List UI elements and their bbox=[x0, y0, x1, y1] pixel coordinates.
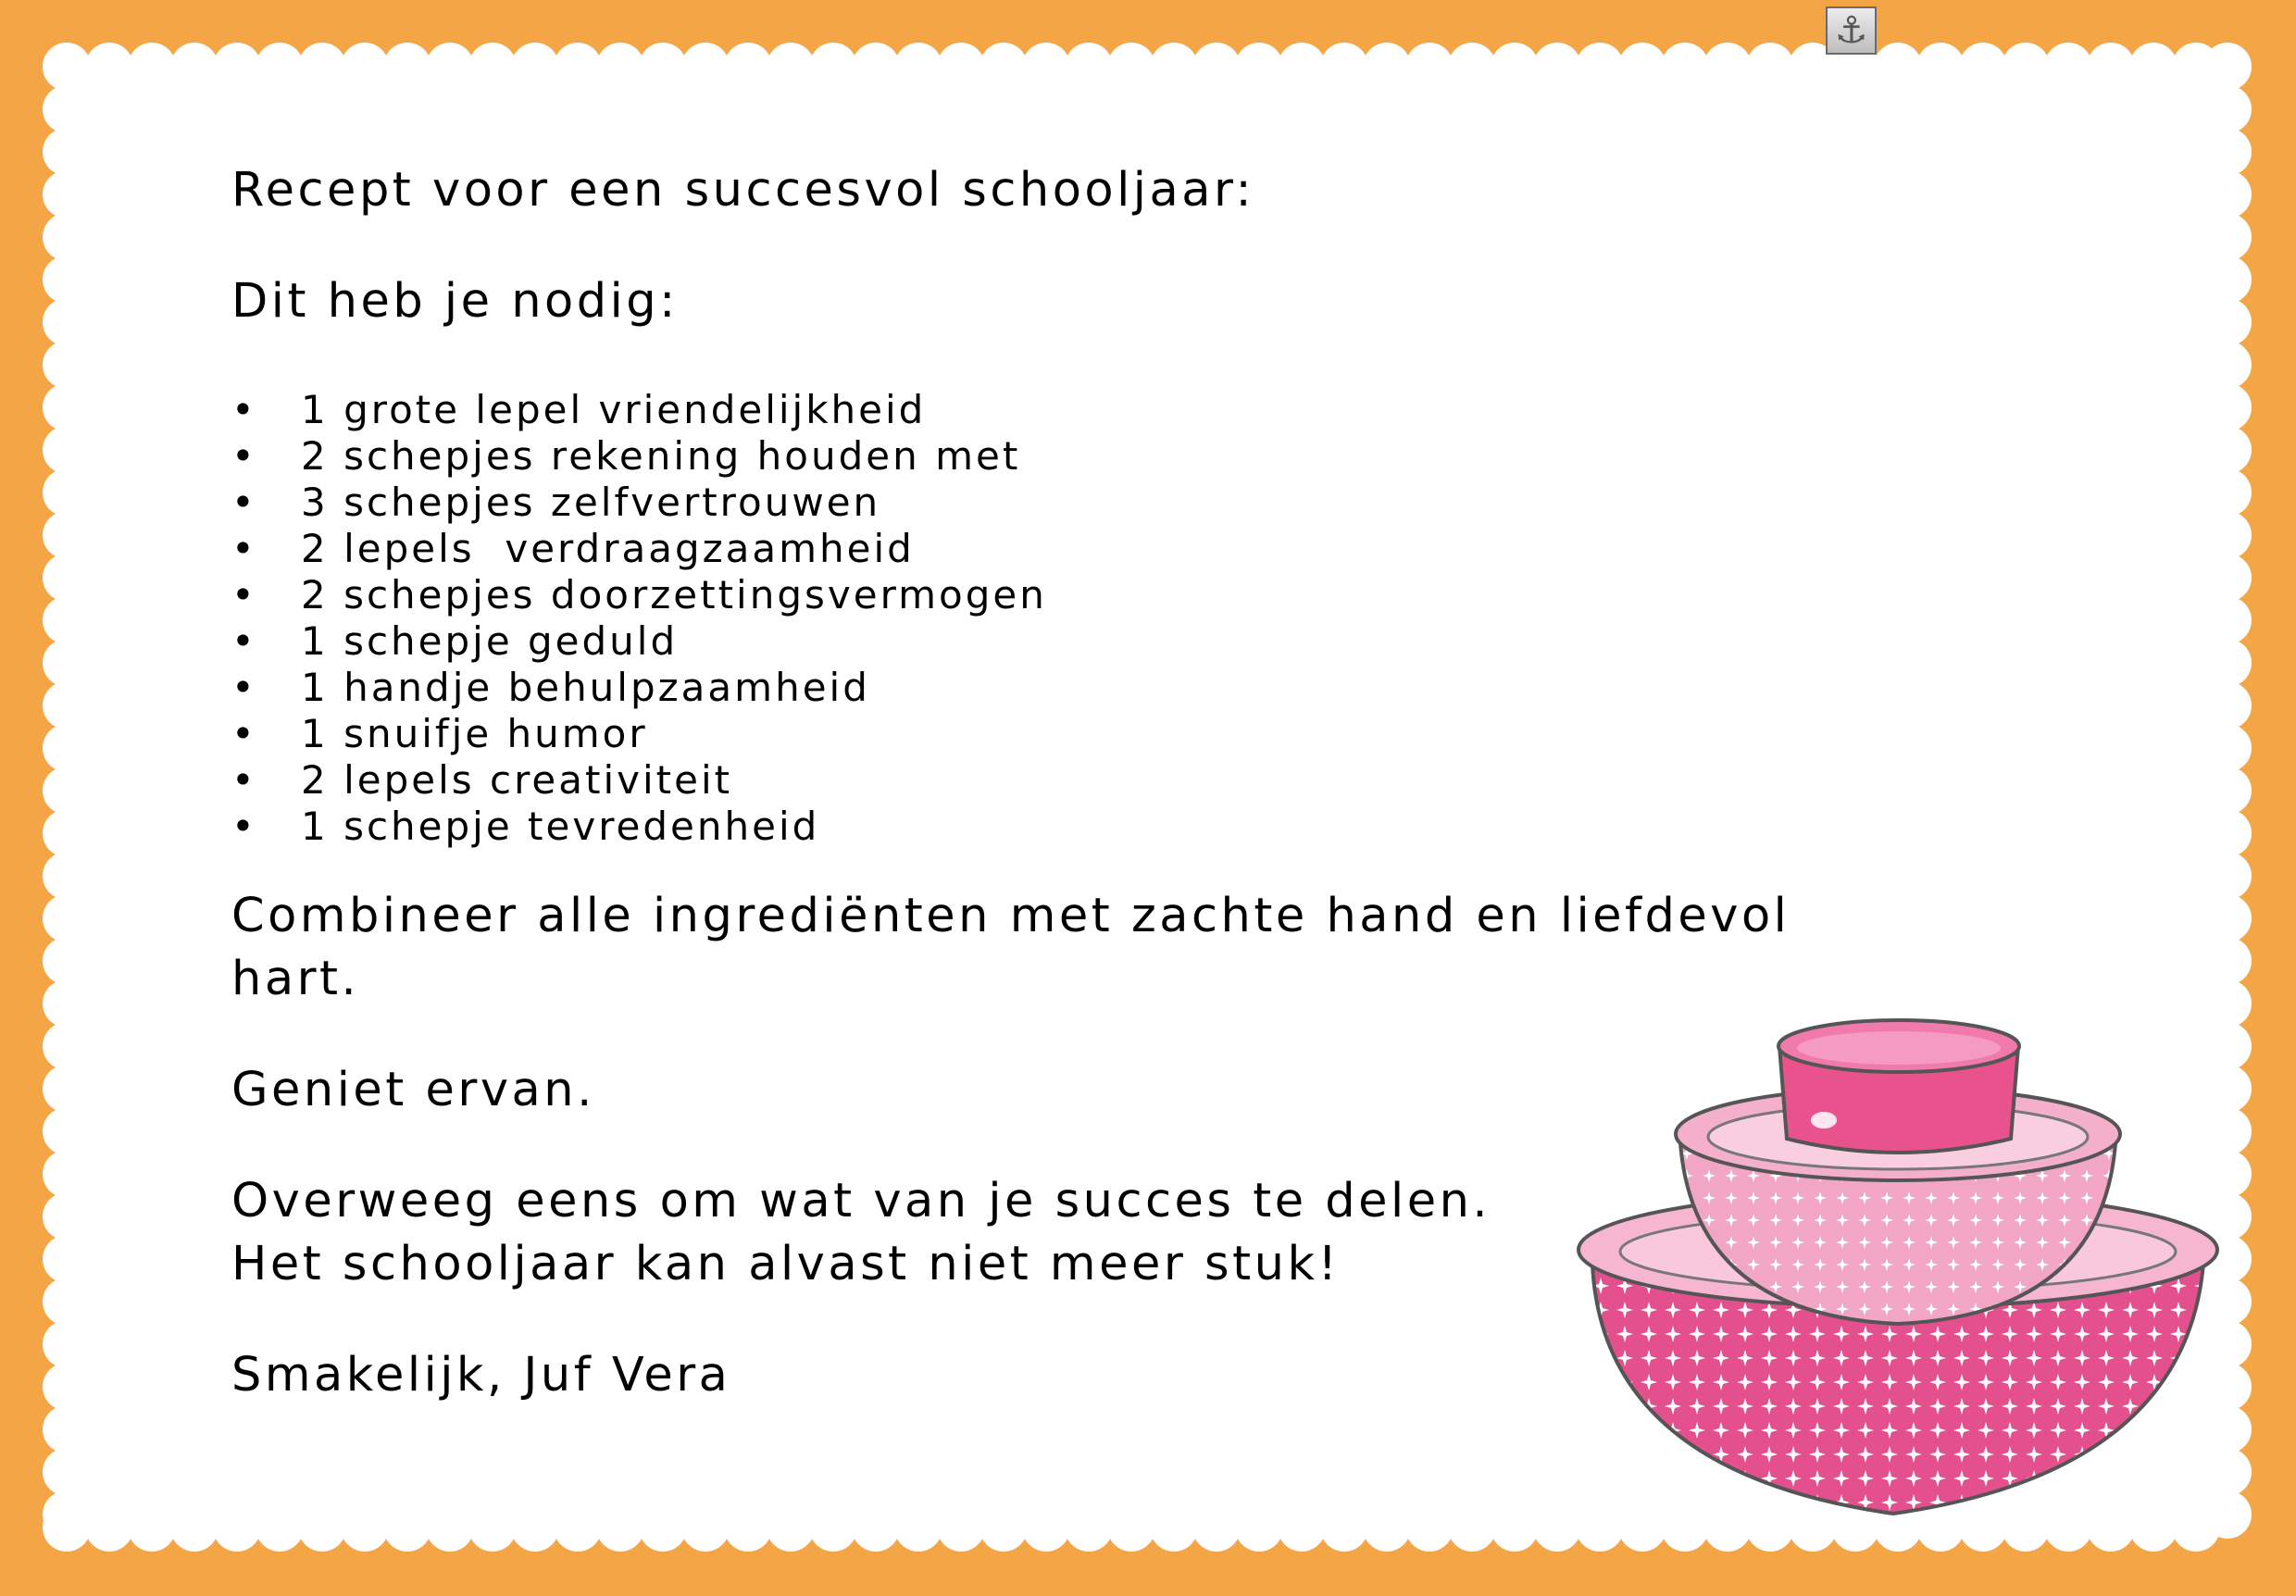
list-item: • 1 grote lepel vriendelijkheid bbox=[231, 387, 1852, 433]
list-item: • 2 schepjes rekening houden met bbox=[231, 433, 1852, 480]
ingredients-heading: Dit heb je nodig: bbox=[231, 274, 679, 329]
list-item: • 1 handje behulpzaamheid bbox=[231, 665, 1852, 711]
signature: Smakelijk, Juf Vera bbox=[231, 1348, 731, 1403]
list-item: • 2 schepjes doorzettingsvermogen bbox=[231, 572, 1852, 618]
stacked-bowls-illustration bbox=[1565, 1009, 2231, 1527]
consider-line-1: Overweeg eens om wat van je succes te delen. bbox=[231, 1174, 1491, 1228]
list-item: • 1 snuifje humor bbox=[231, 711, 1852, 757]
consider-line-2: Het schooljaar kan alvast niet meer stuk! bbox=[231, 1237, 1341, 1291]
enjoy-text: Geniet ervan. bbox=[231, 1063, 595, 1117]
recipe-title: Recept voor een succesvol schooljaar: bbox=[231, 163, 1255, 218]
list-item: • 3 schepjes zelfvertrouwen bbox=[231, 480, 1852, 526]
list-item: • 2 lepels creativiteit bbox=[231, 757, 1852, 804]
list-item: • 1 schepje tevredenheid bbox=[231, 804, 1852, 850]
ingredients-list bbox=[231, 387, 1852, 850]
instruction-text: Combineer alle ingrediënten met zachte hand en liefdevol hart. bbox=[231, 889, 1791, 1006]
anchor-icon[interactable]: ⚓ bbox=[1826, 6, 1877, 55]
list-item: • 1 schepje geduld bbox=[231, 618, 1852, 665]
list-item: • 2 lepels verdraagzaamheid bbox=[231, 526, 1852, 572]
